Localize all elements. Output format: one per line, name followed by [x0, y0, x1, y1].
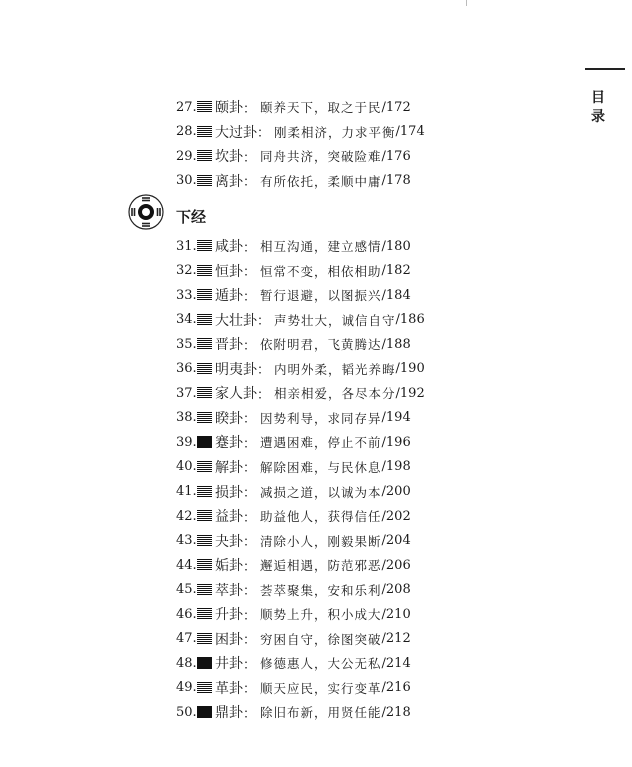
entry-number: 45.: [176, 582, 197, 598]
entry-name: 萃卦: [215, 582, 243, 599]
toc-entry: [176, 261, 411, 281]
entry-colon: ：: [243, 436, 257, 452]
entry-name: 升卦: [215, 607, 243, 624]
entry-colon: ：: [243, 289, 257, 305]
entry-name: 恒卦: [215, 263, 243, 280]
entry-page: /216: [381, 680, 411, 696]
toc-entry: [176, 171, 411, 191]
entry-page: /202: [381, 508, 411, 524]
entry-page: /176: [381, 148, 411, 164]
entry-number: 49.: [176, 680, 197, 696]
entry-name: 离卦: [215, 173, 243, 190]
entry-colon: ：: [243, 265, 257, 281]
entry-description: 同舟共济，突破险难: [260, 149, 382, 165]
hexagram-icon: [197, 126, 213, 138]
entry-description: 顺天应民，实行变革: [260, 680, 382, 696]
hexagram-icon: [197, 510, 213, 522]
entry-page: /200: [381, 484, 411, 499]
entry-colon: ：: [243, 461, 257, 477]
entry-number: 40.: [176, 459, 197, 475]
entry-page: /192: [395, 385, 425, 401]
hexagram-icon: [197, 412, 213, 424]
hexagram-icon: [197, 682, 213, 694]
hexagram-icon: [197, 461, 213, 473]
hexagram-icon: [197, 535, 213, 547]
entry-name: 家人卦: [215, 386, 257, 403]
toc-entry: [176, 285, 411, 305]
hexagram-icon: [197, 289, 213, 301]
entry-description: 相互沟通，建立感情: [260, 239, 382, 254]
entry-description: 顺势上升，积小成大: [260, 607, 382, 623]
entry-colon: ：: [243, 338, 257, 354]
entry-description: 刚柔相济，力求平衡: [274, 124, 396, 140]
page-edge-mark: [466, 0, 467, 6]
side-tab-char: 录: [591, 109, 605, 125]
entry-number: 50.: [176, 704, 197, 720]
entry-name: 大壮卦: [215, 312, 257, 329]
entry-description: 内明外柔，韬光养晦: [274, 361, 396, 377]
entry-name: 困卦: [215, 631, 243, 648]
toc-entry: [176, 702, 411, 722]
entry-colon: ：: [243, 559, 257, 575]
hexagram-icon: [197, 314, 213, 326]
toc-entry: [176, 653, 411, 673]
entry-page: /184: [381, 287, 411, 303]
entry-number: 32.: [176, 263, 197, 279]
entry-number: 46.: [176, 606, 197, 622]
entry-description: 因势利导，求同存异: [260, 410, 382, 426]
toc-entry: [176, 236, 411, 256]
toc-entry: [176, 432, 411, 452]
toc-entry: [176, 604, 411, 624]
entry-name: 晋卦: [215, 337, 243, 354]
entry-description: 邂逅相遇，防范邪恶: [260, 558, 382, 574]
entry-name: 明夷卦: [215, 361, 257, 378]
entry-name: 革卦: [215, 680, 243, 697]
entry-number: 27.: [176, 99, 197, 115]
entry-number: 34.: [176, 312, 197, 328]
entry-name: 蹇卦: [215, 435, 243, 452]
toc-entry: [176, 359, 425, 379]
entry-description: 有所依托，柔顺中庸: [260, 173, 382, 189]
hexagram-icon: [197, 150, 213, 162]
hexagram-icon: [197, 657, 213, 669]
entry-description: 除旧布新，用贤任能: [260, 705, 382, 721]
entry-colon: ：: [243, 101, 257, 117]
entry-number: 35.: [176, 336, 197, 352]
entry-name: 姤卦: [215, 558, 243, 575]
entry-page: /194: [381, 410, 411, 426]
entry-number: 36.: [176, 361, 197, 377]
entry-colon: ：: [243, 584, 257, 600]
entry-name: 益卦: [215, 509, 243, 526]
toc-entry: [176, 457, 411, 477]
toc-entry: [176, 97, 411, 117]
entry-page: /204: [381, 533, 411, 549]
entry-name: 坎卦: [215, 149, 243, 166]
entry-page: /182: [381, 263, 411, 279]
toc-entry: [176, 310, 425, 330]
entry-description: 清除小人，刚毅果断: [260, 533, 382, 549]
hexagram-icon: [197, 101, 213, 113]
toc-entry: [176, 482, 411, 502]
entry-name: 颐卦: [215, 100, 243, 116]
entry-name: 睽卦: [215, 410, 243, 427]
entry-number: 42.: [176, 508, 197, 524]
entry-description: 穷困自守，徐图突破: [260, 631, 382, 647]
entry-number: 37.: [176, 385, 197, 401]
entry-colon: ：: [243, 150, 257, 166]
toc-entry: [176, 146, 411, 166]
entry-page: /206: [381, 557, 411, 573]
entry-page: /178: [381, 173, 411, 189]
entry-colon: ：: [243, 706, 257, 722]
hexagram-icon: [197, 265, 213, 277]
hexagram-icon: [197, 436, 213, 448]
entry-name: 鼎卦: [215, 705, 243, 722]
entry-colon: ：: [243, 608, 257, 624]
entry-page: /172: [381, 99, 411, 115]
entry-number: 28.: [176, 124, 197, 140]
entry-page: /174: [395, 124, 425, 140]
hexagram-icon: [197, 338, 213, 350]
entry-number: 38.: [176, 410, 197, 426]
toc-entry: [176, 531, 411, 551]
entry-colon: ：: [257, 126, 271, 142]
entry-name: 井卦: [215, 656, 243, 673]
entry-description: 解除困难，与民休息: [260, 459, 382, 475]
entry-colon: ：: [243, 510, 257, 526]
entry-number: 44.: [176, 557, 197, 573]
entry-page: /212: [381, 631, 411, 647]
entry-number: 31.: [176, 238, 197, 254]
entry-colon: ：: [243, 633, 257, 649]
entry-colon: ：: [243, 535, 257, 551]
entry-number: 33.: [176, 287, 197, 303]
entry-name: 大过卦: [215, 124, 257, 141]
entry-page: /218: [381, 704, 411, 720]
entry-colon: ：: [243, 175, 257, 191]
entry-name: 解卦: [215, 459, 243, 476]
hexagram-icon: [197, 706, 213, 718]
entry-page: /188: [381, 336, 411, 352]
toc-entry: [176, 383, 425, 403]
entry-colon: ：: [243, 412, 257, 428]
hexagram-icon: [197, 486, 213, 498]
entry-colon: ：: [257, 387, 271, 403]
entry-colon: ：: [257, 363, 271, 379]
side-tab-rule: [585, 68, 625, 70]
entry-colon: ：: [243, 682, 257, 698]
entry-name: 损卦: [215, 484, 243, 501]
entry-description: 修德惠人，大公无私: [260, 656, 382, 672]
hexagram-icon: [197, 633, 213, 645]
section-title: 下经: [176, 208, 207, 226]
hexagram-icon: [197, 608, 213, 620]
toc-entry: [176, 122, 425, 142]
entry-number: 29.: [176, 148, 197, 164]
entry-description: 减损之道，以诚为本: [260, 484, 382, 500]
entry-number: 30.: [176, 173, 197, 189]
hexagram-icon: [197, 559, 213, 571]
toc-entry: [176, 678, 411, 698]
entry-colon: ：: [243, 486, 257, 501]
hexagram-icon: [197, 584, 213, 596]
entry-name: 遁卦: [215, 288, 243, 305]
hexagram-icon: [197, 387, 213, 399]
entry-description: 颐养天下，取之于民: [260, 100, 382, 115]
hexagram-icon: [197, 363, 213, 375]
entry-page: /210: [381, 606, 411, 622]
entry-page: /198: [381, 459, 411, 475]
entry-description: 恒常不变，相依相助: [260, 263, 382, 279]
toc-entry: [176, 334, 411, 354]
entry-page: /208: [381, 582, 411, 598]
entry-number: 47.: [176, 631, 197, 647]
toc-entry: [176, 408, 411, 428]
entry-colon: ：: [243, 657, 257, 673]
entry-page: /186: [395, 312, 425, 328]
toc-entry: [176, 629, 411, 649]
entry-description: 依附明君，飞黄腾达: [260, 337, 382, 353]
hexagram-icon: [197, 240, 213, 252]
entry-page: /214: [381, 655, 411, 671]
toc-entry: [176, 580, 411, 600]
side-tab: [589, 89, 607, 127]
entry-description: 遭遇困难，停止不前: [260, 435, 382, 451]
entry-name: 咸卦: [215, 239, 243, 255]
entry-description: 荟萃聚集，安和乐利: [260, 582, 382, 598]
entry-description: 声势壮大，诚信自守: [274, 312, 396, 328]
toc-entry: [176, 506, 411, 526]
entry-name: 夬卦: [215, 533, 243, 550]
entry-colon: ：: [257, 314, 271, 330]
bagua-icon: [127, 193, 165, 231]
entry-page: /190: [395, 361, 425, 377]
entry-number: 43.: [176, 533, 197, 549]
entry-page: /196: [381, 434, 411, 450]
entry-page: /180: [381, 238, 411, 254]
entry-description: 暂行退避，以图振兴: [260, 288, 382, 304]
hexagram-icon: [197, 175, 213, 187]
toc-entry: [176, 555, 411, 575]
entry-number: 48.: [176, 655, 197, 671]
entry-number: 41.: [176, 484, 197, 499]
entry-number: 39.: [176, 434, 197, 450]
side-tab-char: 目: [591, 90, 605, 106]
entry-colon: ：: [243, 240, 257, 256]
entry-description: 相亲相爱，各尽本分: [274, 386, 396, 402]
entry-description: 助益他人，获得信任: [260, 509, 382, 525]
